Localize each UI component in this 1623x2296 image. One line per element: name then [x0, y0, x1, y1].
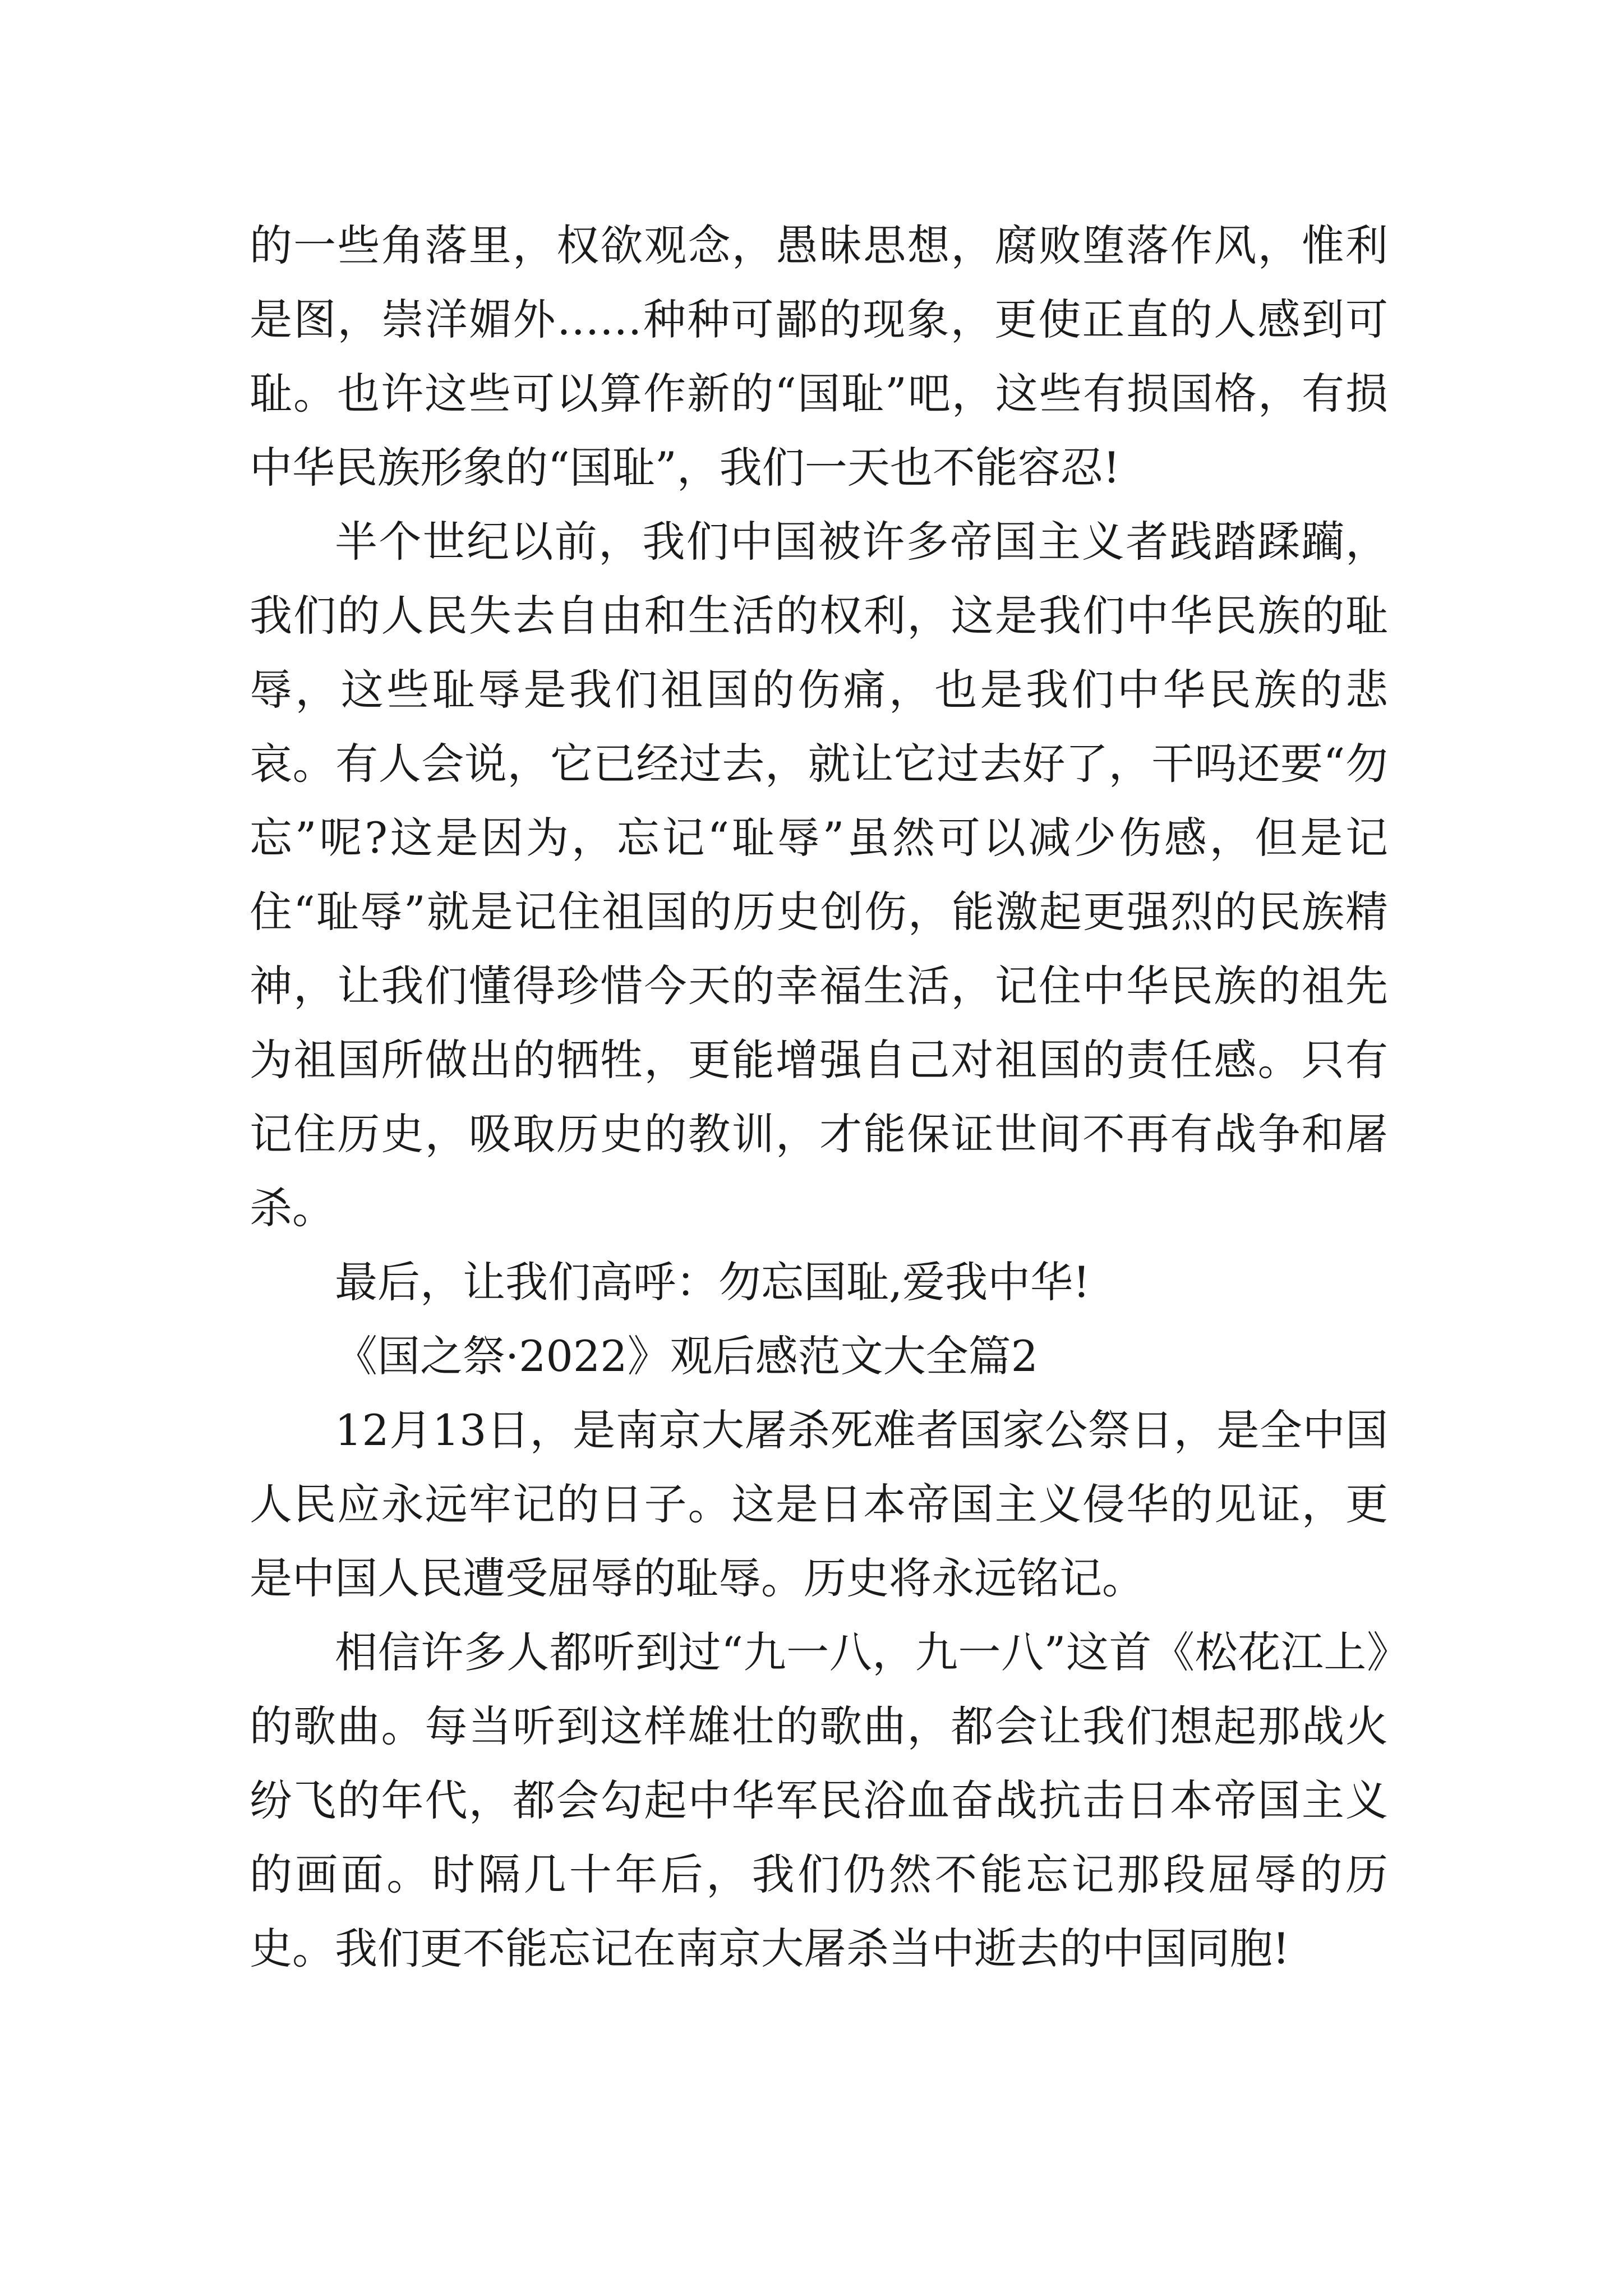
paragraph-1: 的一些角落里，权欲观念，愚昧思想，腐败堕落作风，惟利是图，崇洋媚外……种种可鄙的现象，更使正直的人感到可耻。也许这些可以算作新的“国耻”吧，这些有损国格，有损中华民族形象的“国耻”，我们一天也不能容忍!: [250, 220, 1388, 493]
paragraph-2: 半个世纪以前，我们中国被许多帝国主义者践踏蹂躏，我们的人民失去自由和生活的权利，这是我们中华民族的耻辱，这些耻辱是我们祖国的伤痛，也是我们中华民族的悲哀。有人会说，它已经过去，就让它过去好了，干吗还要“勿忘”呢?这是因为，忘记“耻辱”虽然可以减少伤感，但是记住“耻辱”就是记住祖国的历史创伤，能激起更强烈的民族精神，让我们懂得珍惜今天的幸福生活，记住中华民族的祖先为祖国所做出的牺牲，更能增强自己对祖国的责任感。只有记住历史，吸取历史的教训，才能保证世间不再有战争和屠杀。: [250, 517, 1388, 1233]
document-body: [250, 209, 1388, 1986]
paragraph-5: 12月13日，是南京大屠杀死难者国家公祭日，是全中国人民应永远牢记的日子。这是日本帝国主义侵华的见证，更是中国人民遭受屈辱的耻辱。历史将永远铭记。: [250, 1405, 1388, 1603]
paragraph-3: 最后，让我们高呼：勿忘国耻,爱我中华!: [335, 1257, 1090, 1307]
paragraph-6: 相信许多人都听到过“九一八，九一八”这首《松花江上》的歌曲。每当听到这样雄壮的歌曲，都会让我们想起那战火纷飞的年代，都会勾起中华军民浴血奋战抗击日本帝国主义的画面。时隔几十年后，我们仍然不能忘记那段屈辱的历史。我们更不能忘记在南京大屠杀当中逝去的中国同胞!: [250, 1627, 1388, 1973]
section-heading: 《国之祭·2022》观后感范文大全篇2: [335, 1331, 1038, 1381]
